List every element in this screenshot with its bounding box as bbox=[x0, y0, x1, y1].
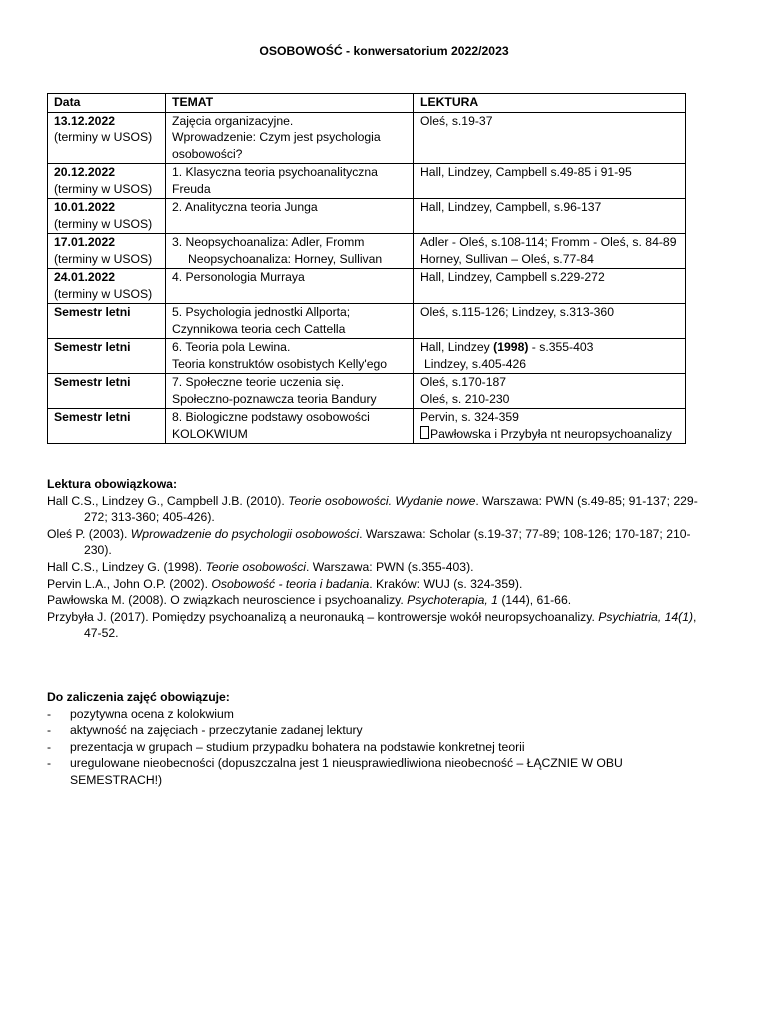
requirement-text: aktywność na zajęciach - przeczytanie zadanej lektury bbox=[70, 723, 363, 738]
header-data: Data bbox=[48, 94, 166, 113]
date: 17.01.2022 bbox=[54, 235, 115, 249]
bullet-dash: - bbox=[47, 756, 52, 771]
reading-line: Hall, Lindzey, Campbell, s.96-137 bbox=[420, 200, 602, 214]
topic-line: Społeczno-poznawcza teoria Bandury bbox=[172, 391, 377, 406]
references-heading: Lektura obowiązkowa: bbox=[47, 477, 178, 491]
topic-line: KOLOKWIUM bbox=[172, 426, 248, 441]
requirement-text: uregulowane nieobecności (dopuszczalna jest 1 nieusprawiedliwiona nieobecność – ŁĄCZNIE W OBU SEMESTRACH!) bbox=[70, 756, 623, 787]
table-row bbox=[48, 374, 686, 409]
ref-title: Teorie osobowości bbox=[205, 559, 307, 574]
page-title: OSOBOWOŚĆ - konwersatorium 2022/2023 bbox=[259, 44, 509, 58]
bullet-dash: - bbox=[47, 723, 52, 738]
reading-line: Adler - Oleś, s.108-114; Fromm - Oleś, s. 84-89 bbox=[420, 235, 677, 249]
requirement-text: prezentacja w grupach – studium przypadku bohatera na podstawie konkretnej teorii bbox=[70, 739, 525, 754]
date-note: (terminy w USOS) bbox=[54, 251, 153, 266]
reading-line: Lindzey, s.405-426 bbox=[424, 356, 527, 371]
topic-line: Zajęcia organizacyjne. bbox=[172, 113, 294, 128]
date: Semestr letni bbox=[54, 410, 131, 424]
table-row bbox=[48, 234, 686, 269]
reading-cell bbox=[414, 199, 686, 234]
ref-publisher: (144), 61-66. bbox=[497, 593, 572, 608]
reading-line: Horney, Sullivan – Oleś, s.77-84 bbox=[420, 251, 594, 266]
topic-line: 5. Psychologia jednostki Allporta; bbox=[172, 305, 351, 319]
schedule-table bbox=[47, 93, 686, 444]
ref-title: Psychiatria, 14(1) bbox=[598, 609, 694, 624]
requirement-item bbox=[47, 706, 707, 723]
ref-publisher: , 47-52. bbox=[84, 609, 697, 641]
topic-cell bbox=[166, 234, 414, 269]
ref-title: Wprowadzenie do psychologii osobowości bbox=[130, 526, 360, 541]
topic-cell bbox=[166, 339, 414, 374]
topic-line: 6. Teoria pola Lewina. bbox=[172, 340, 291, 354]
reading-cell bbox=[414, 304, 686, 339]
reading-line bbox=[420, 339, 679, 356]
topic-cell bbox=[166, 269, 414, 304]
topic-line: Czynnikowa teoria cech Cattella bbox=[172, 321, 346, 336]
ref-authors: Przybyła J. (2017). Pomiędzy psychoanalizą a neuronauką – kontrowersje wokół neuropsychoanalizy. bbox=[47, 609, 599, 624]
date: Semestr letni bbox=[54, 340, 131, 354]
bullet-dash: - bbox=[47, 706, 52, 721]
topic-cell bbox=[166, 164, 414, 199]
reference-item bbox=[47, 609, 707, 642]
reading-line: Oleś, s.170-187 bbox=[420, 375, 507, 389]
date-cell bbox=[48, 374, 166, 409]
table-row bbox=[48, 112, 686, 164]
reference-item bbox=[47, 493, 707, 526]
table-row bbox=[48, 339, 686, 374]
ref-publisher: . Warszawa: Scholar (s.19-37; 77-89; 108-126; 170-187; 210-230). bbox=[84, 526, 691, 558]
requirement-text: pozytywna ocena z kolokwium bbox=[70, 706, 234, 721]
topic-line: Wprowadzenie: Czym jest psychologia osobowości? bbox=[172, 130, 381, 161]
date-cell bbox=[48, 269, 166, 304]
missing-glyph-icon bbox=[420, 426, 429, 439]
topic-cell bbox=[166, 374, 414, 409]
requirement-item bbox=[47, 755, 707, 788]
reading-cell bbox=[414, 234, 686, 269]
reading-cell bbox=[414, 409, 686, 444]
topic-line: 2. Analityczna teoria Junga bbox=[172, 200, 318, 214]
ref-authors: Pawłowska M. (2008). O związkach neuroscience i psychoanalizy. bbox=[47, 593, 408, 608]
reference-item bbox=[47, 592, 707, 609]
reading-line bbox=[420, 426, 679, 443]
table-row bbox=[48, 199, 686, 234]
references-section bbox=[47, 476, 707, 642]
table-row bbox=[48, 164, 686, 199]
date-cell bbox=[48, 199, 166, 234]
date-cell bbox=[48, 339, 166, 374]
topic-cell bbox=[166, 199, 414, 234]
topic-cell bbox=[166, 112, 414, 164]
date-note: (terminy w USOS) bbox=[54, 216, 153, 231]
reading-text: Pawłowska i Przybyła nt neuropsychoanalizy bbox=[430, 426, 672, 441]
topic-line: 8. Biologiczne podstawy osobowości bbox=[172, 410, 370, 424]
date: 13.12.2022 bbox=[54, 113, 115, 128]
date-cell bbox=[48, 409, 166, 444]
reading-year: (1998) bbox=[493, 340, 529, 354]
ref-title: Psychoterapia, 1 bbox=[407, 593, 498, 608]
reading-cell bbox=[414, 112, 686, 164]
ref-title: Osobowość - teoria i badania bbox=[211, 576, 370, 591]
bullet-dash: - bbox=[47, 739, 52, 754]
header-temat: TEMAT bbox=[166, 94, 414, 113]
reading-line: Pervin, s. 324-359 bbox=[420, 410, 519, 424]
reading-cell bbox=[414, 374, 686, 409]
topic-line: 7. Społeczne teorie uczenia się. bbox=[172, 375, 345, 389]
table-row bbox=[48, 409, 686, 444]
date: Semestr letni bbox=[54, 305, 131, 319]
requirement-item bbox=[47, 722, 707, 739]
reading-line: Oleś, s.19-37 bbox=[420, 113, 493, 128]
date-note: (terminy w USOS) bbox=[54, 286, 153, 301]
requirements-section bbox=[47, 689, 707, 789]
topic-line: Teoria konstruktów osobistych Kelly'ego bbox=[172, 356, 388, 371]
topic-line: 1. Klasyczna teoria psychoanalityczna Freuda bbox=[172, 165, 378, 196]
date-note: (terminy w USOS) bbox=[54, 181, 153, 196]
ref-publisher: . Kraków: WUJ (s. 324-359). bbox=[369, 576, 523, 591]
reading-cell bbox=[414, 164, 686, 199]
reference-item bbox=[47, 576, 707, 593]
ref-publisher: . Warszawa: PWN (s.355-403). bbox=[306, 559, 474, 574]
date: Semestr letni bbox=[54, 375, 131, 389]
ref-title: Teorie osobowości. Wydanie nowe bbox=[288, 493, 476, 508]
table-header-row bbox=[48, 94, 686, 113]
date-cell bbox=[48, 112, 166, 164]
requirements-heading: Do zaliczenia zajęć obowiązuje: bbox=[47, 690, 230, 704]
reading-cell bbox=[414, 269, 686, 304]
ref-authors: Hall C.S., Lindzey G. (1998). bbox=[47, 559, 206, 574]
ref-publisher: . Warszawa: PWN (s.49-85; 91-137; 229-272; 313-360; 405-426). bbox=[84, 493, 698, 525]
reference-item bbox=[47, 526, 707, 559]
date-cell bbox=[48, 164, 166, 199]
header-lektura: LEKTURA bbox=[414, 94, 686, 113]
date: 24.01.2022 bbox=[54, 270, 115, 284]
date-cell bbox=[48, 234, 166, 269]
reference-item bbox=[47, 559, 707, 576]
table-row bbox=[48, 304, 686, 339]
ref-authors: Pervin L.A., John O.P. (2002). bbox=[47, 576, 212, 591]
reading-pages: - s.355-403 bbox=[528, 340, 594, 354]
reading-line: Oleś, s. 210-230 bbox=[420, 391, 510, 406]
reading-authors: Hall, Lindzey bbox=[420, 340, 494, 354]
reading-line: Hall, Lindzey, Campbell s.229-272 bbox=[420, 270, 605, 284]
requirement-item bbox=[47, 739, 707, 756]
ref-authors: Oleś P. (2003). bbox=[47, 526, 131, 541]
table-row bbox=[48, 269, 686, 304]
reading-cell bbox=[414, 339, 686, 374]
date-cell bbox=[48, 304, 166, 339]
topic-line: Neopsychoanaliza: Horney, Sullivan bbox=[188, 251, 383, 266]
topic-cell bbox=[166, 409, 414, 444]
topic-cell bbox=[166, 304, 414, 339]
date-note: (terminy w USOS) bbox=[54, 130, 153, 144]
topic-line: 3. Neopsychoanaliza: Adler, Fromm bbox=[172, 235, 365, 249]
ref-authors: Hall C.S., Lindzey G., Campbell J.B. (2010). bbox=[47, 493, 289, 508]
date: 10.01.2022 bbox=[54, 200, 115, 214]
date: 20.12.2022 bbox=[54, 165, 115, 179]
reading-line: Oleś, s.115-126; Lindzey, s.313-360 bbox=[420, 305, 614, 319]
reading-line: Hall, Lindzey, Campbell s.49-85 i 91-95 bbox=[420, 165, 632, 179]
topic-line: 4. Personologia Murraya bbox=[172, 270, 305, 284]
